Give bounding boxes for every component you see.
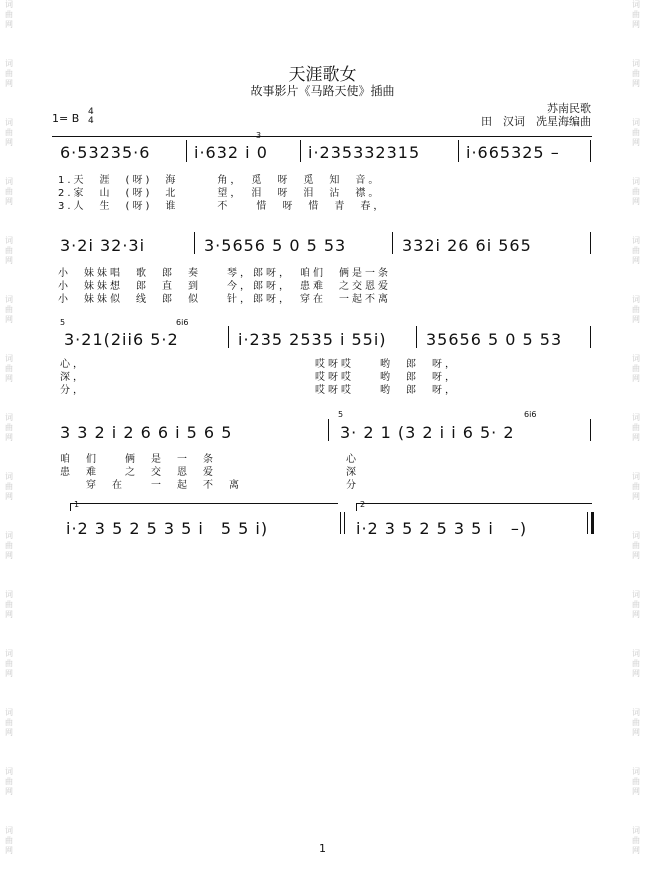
watermark-glyph: 曲 xyxy=(5,364,13,373)
line3-measure2: i·235 2535 i 55i) xyxy=(238,330,387,349)
credit-authors: 田 汉词 冼星海编曲 xyxy=(481,115,591,128)
line2-measure2: 3·5656 5 0 5 53 xyxy=(204,236,347,255)
watermark-glyph: 网 xyxy=(632,256,640,265)
watermark-glyph-group xyxy=(2,472,16,502)
watermark-glyph: 网 xyxy=(5,728,13,737)
line1-lyrics-verse1: 1.天 涯 (呀) 海 角， 觅 呀 觅 知 音。 xyxy=(58,175,382,186)
watermark-glyph: 词 xyxy=(632,413,640,422)
watermark-glyph-group xyxy=(629,531,643,561)
watermark-glyph: 词 xyxy=(5,59,13,68)
watermark-glyph-group xyxy=(2,354,16,384)
watermark-glyph: 曲 xyxy=(632,10,640,19)
watermark-glyph: 词 xyxy=(632,649,640,658)
line1-lyrics-verse3: 3.人 生 (呀) 谁 不 惜 呀 惜 青 春， xyxy=(58,201,387,212)
watermark-glyph: 曲 xyxy=(632,777,640,786)
watermark-glyph: 曲 xyxy=(632,246,640,255)
watermark-glyph: 词 xyxy=(632,472,640,481)
watermark-glyph: 网 xyxy=(5,20,13,29)
line4-lyrics-verse1: 咱 们 俩 是 一 条 心 xyxy=(60,454,359,465)
watermark-glyph: 词 xyxy=(5,590,13,599)
barline xyxy=(186,140,187,162)
line3-lyrics-verse2: 深， 哎呀哎 哟 郎 呀， xyxy=(60,372,458,383)
barline xyxy=(590,232,591,254)
line1-measure4: i·665325 – xyxy=(466,143,560,162)
watermark-glyph: 网 xyxy=(632,315,640,324)
watermark-glyph-group xyxy=(629,0,643,30)
watermark-glyph-group xyxy=(629,118,643,148)
watermark-glyph: 网 xyxy=(5,138,13,147)
line1-lyrics-verse2: 2.家 山 (呀) 北 望， 泪 呀 泪 沾 襟。 xyxy=(58,188,382,199)
watermark-glyph-group xyxy=(2,236,16,266)
song-subtitle: 故事影片《马路天使》插曲 xyxy=(250,84,395,98)
watermark-glyph: 曲 xyxy=(632,836,640,845)
watermark-glyph: 曲 xyxy=(5,718,13,727)
watermark-glyph: 曲 xyxy=(5,659,13,668)
watermark-glyph: 网 xyxy=(632,846,640,855)
watermark-glyph: 网 xyxy=(632,138,640,147)
watermark-glyph: 词 xyxy=(632,708,640,717)
watermark-glyph: 词 xyxy=(5,177,13,186)
watermark-glyph: 曲 xyxy=(632,659,640,668)
grace-note: 6i6 xyxy=(176,318,189,327)
watermark-glyph: 词 xyxy=(5,413,13,422)
watermark-glyph-group xyxy=(2,177,16,207)
watermark-glyph: 曲 xyxy=(632,128,640,137)
watermark-glyph: 网 xyxy=(5,551,13,560)
barline xyxy=(228,326,229,348)
watermark-glyph: 网 xyxy=(5,492,13,501)
watermark-glyph: 网 xyxy=(5,79,13,88)
watermark-glyph: 曲 xyxy=(5,777,13,786)
watermark-glyph-group xyxy=(2,649,16,679)
watermark-glyph: 曲 xyxy=(5,187,13,196)
watermark-glyph: 网 xyxy=(632,787,640,796)
watermark-glyph-group xyxy=(2,531,16,561)
barline xyxy=(328,419,329,441)
watermark-glyph: 词 xyxy=(5,472,13,481)
watermark-glyph: 网 xyxy=(632,374,640,383)
watermark-glyph: 曲 xyxy=(5,541,13,550)
watermark-glyph-group xyxy=(2,0,16,30)
line3-measure3: 35656 5 0 5 53 xyxy=(426,330,563,349)
watermark-glyph: 曲 xyxy=(632,718,640,727)
watermark-glyph-group xyxy=(629,354,643,384)
staff-top-rule xyxy=(52,136,592,137)
bar-number: 5 xyxy=(60,318,66,327)
line2-measure3: 332i 26 6i 565 xyxy=(402,236,532,255)
watermark-glyph: 词 xyxy=(5,354,13,363)
barline xyxy=(300,140,301,162)
watermark-glyph: 词 xyxy=(632,118,640,127)
final-barline-thick xyxy=(591,512,594,534)
credit-origin: 苏南民歌 xyxy=(547,102,591,115)
bar-number: 5 xyxy=(338,410,344,419)
watermark-glyph: 词 xyxy=(632,295,640,304)
watermark-glyph-group xyxy=(629,649,643,679)
watermark-glyph: 网 xyxy=(5,610,13,619)
watermark-glyph-group xyxy=(629,708,643,738)
watermark-glyph: 词 xyxy=(632,590,640,599)
barline xyxy=(416,326,417,348)
line4-measure2: 3· 2 1 (3 2 i i 6 5· 2 xyxy=(340,423,515,442)
watermark-glyph: 网 xyxy=(632,20,640,29)
watermark-glyph: 网 xyxy=(632,79,640,88)
watermark-glyph: 词 xyxy=(5,0,13,9)
watermark-glyph-group xyxy=(2,295,16,325)
watermark-glyph-group xyxy=(629,590,643,620)
watermark-glyph: 词 xyxy=(5,236,13,245)
line3-lyrics-verse3: 分， 哎呀哎 哟 郎 呀， xyxy=(60,385,458,396)
line1-measure2: i·632 i 0 xyxy=(194,143,268,162)
watermark-glyph: 词 xyxy=(632,531,640,540)
watermark-glyph: 曲 xyxy=(632,305,640,314)
watermark-glyph: 曲 xyxy=(5,305,13,314)
watermark-glyph: 词 xyxy=(5,826,13,835)
key-signature: 1= B xyxy=(52,112,80,125)
page-number: 1 xyxy=(319,842,326,855)
watermark-glyph: 网 xyxy=(5,433,13,442)
watermark-glyph-group xyxy=(629,177,643,207)
watermark-glyph: 词 xyxy=(632,59,640,68)
repeat-barline-inner xyxy=(344,512,345,534)
volta-2-tick xyxy=(356,503,357,511)
watermark-glyph: 网 xyxy=(5,846,13,855)
song-title: 天涯歌女 xyxy=(288,65,357,85)
line2-lyrics-verse1: 小 妹妹唱 歌 郎 奏 琴，郎呀， 咱们 俩是一条 xyxy=(58,268,391,279)
line1-measure3: i·235332315 xyxy=(308,143,421,162)
watermark-glyph: 词 xyxy=(5,649,13,658)
watermark-glyph: 网 xyxy=(5,197,13,206)
watermark-glyph: 网 xyxy=(632,728,640,737)
watermark-glyph: 曲 xyxy=(5,246,13,255)
watermark-left xyxy=(2,0,16,891)
watermark-glyph: 词 xyxy=(5,767,13,776)
watermark-glyph: 词 xyxy=(5,531,13,540)
watermark-glyph: 曲 xyxy=(5,600,13,609)
watermark-glyph-group xyxy=(2,590,16,620)
watermark-glyph: 词 xyxy=(632,236,640,245)
line5-ending2: i·2 3 5 2 5 3 5 i –) xyxy=(356,519,528,538)
watermark-glyph: 网 xyxy=(5,374,13,383)
watermark-glyph-group xyxy=(629,236,643,266)
volta-1-bracket xyxy=(70,503,338,504)
watermark-glyph: 曲 xyxy=(632,364,640,373)
line4-lyrics-verse3: 穿 在 一 起 不 离 分 xyxy=(60,480,359,491)
watermark-glyph: 网 xyxy=(5,669,13,678)
line3-lyrics-verse1: 心， 哎呀哎 哟 郎 呀， xyxy=(60,359,458,370)
barline xyxy=(194,232,195,254)
watermark-glyph: 曲 xyxy=(632,541,640,550)
line4-lyrics-verse2: 患 难 之 交 恩 爱 深 xyxy=(60,467,359,478)
watermark-glyph: 曲 xyxy=(5,482,13,491)
time-signature xyxy=(88,108,94,126)
watermark-glyph: 词 xyxy=(632,767,640,776)
watermark-glyph: 网 xyxy=(632,610,640,619)
watermark-glyph-group xyxy=(2,708,16,738)
watermark-glyph-group xyxy=(629,413,643,443)
watermark-glyph: 词 xyxy=(632,177,640,186)
watermark-glyph: 词 xyxy=(632,354,640,363)
watermark-glyph: 网 xyxy=(632,197,640,206)
watermark-glyph-group xyxy=(629,295,643,325)
watermark-glyph-group xyxy=(629,472,643,502)
volta-1-tick xyxy=(70,503,71,511)
line1-measure1: 6·53235·6 xyxy=(60,143,151,162)
watermark-glyph: 曲 xyxy=(5,10,13,19)
watermark-glyph: 词 xyxy=(5,295,13,304)
meter-top: 4 xyxy=(88,107,94,117)
barline xyxy=(590,326,591,348)
watermark-glyph: 网 xyxy=(632,492,640,501)
barline xyxy=(590,140,591,162)
watermark-glyph: 曲 xyxy=(5,128,13,137)
final-barline-thin xyxy=(587,512,588,534)
barline xyxy=(590,419,591,441)
line5-ending1: i·2 3 5 2 5 3 5 i 5 5 i) xyxy=(66,519,269,538)
watermark-glyph-group xyxy=(629,767,643,797)
barline xyxy=(392,232,393,254)
volta-2-bracket xyxy=(356,503,592,504)
watermark-glyph: 曲 xyxy=(632,69,640,78)
watermark-glyph: 网 xyxy=(632,433,640,442)
watermark-glyph: 网 xyxy=(632,669,640,678)
watermark-glyph: 曲 xyxy=(632,187,640,196)
repeat-barline xyxy=(340,512,341,534)
watermark-right xyxy=(629,0,643,891)
watermark-glyph: 词 xyxy=(5,118,13,127)
grace-note: 6i6 xyxy=(524,410,537,419)
watermark-glyph: 网 xyxy=(5,256,13,265)
watermark-glyph: 曲 xyxy=(5,423,13,432)
watermark-glyph: 词 xyxy=(5,708,13,717)
meter-bottom: 4 xyxy=(88,116,94,126)
watermark-glyph-group xyxy=(2,413,16,443)
volta-1-label: 1 xyxy=(74,500,80,509)
watermark-glyph: 网 xyxy=(632,551,640,560)
grace-note: 3 xyxy=(256,131,262,140)
watermark-glyph: 曲 xyxy=(632,423,640,432)
watermark-glyph: 词 xyxy=(632,826,640,835)
watermark-glyph: 网 xyxy=(5,315,13,324)
watermark-glyph: 网 xyxy=(5,787,13,796)
watermark-glyph-group xyxy=(2,118,16,148)
watermark-glyph: 曲 xyxy=(632,600,640,609)
watermark-glyph-group xyxy=(2,767,16,797)
watermark-glyph: 曲 xyxy=(5,69,13,78)
line3-measure1: 3·21(2ii6 5·2 xyxy=(64,330,179,349)
line2-measure1: 3·2i 32·3i xyxy=(60,236,146,255)
watermark-glyph: 词 xyxy=(632,0,640,9)
line2-lyrics-verse2: 小 妹妹想 郎 直 到 今，郎呀， 患难 之交恩爱 xyxy=(58,281,391,292)
line2-lyrics-verse3: 小 妹妹似 线 郎 似 针，郎呀， 穿在 一起不离 xyxy=(58,294,391,305)
watermark-glyph: 曲 xyxy=(632,482,640,491)
barline xyxy=(458,140,459,162)
line4-measure1: 3 3 2 i 2 6 6 i 5 6 5 xyxy=(60,423,233,442)
volta-2-label: 2 xyxy=(360,500,366,509)
watermark-glyph: 曲 xyxy=(5,836,13,845)
